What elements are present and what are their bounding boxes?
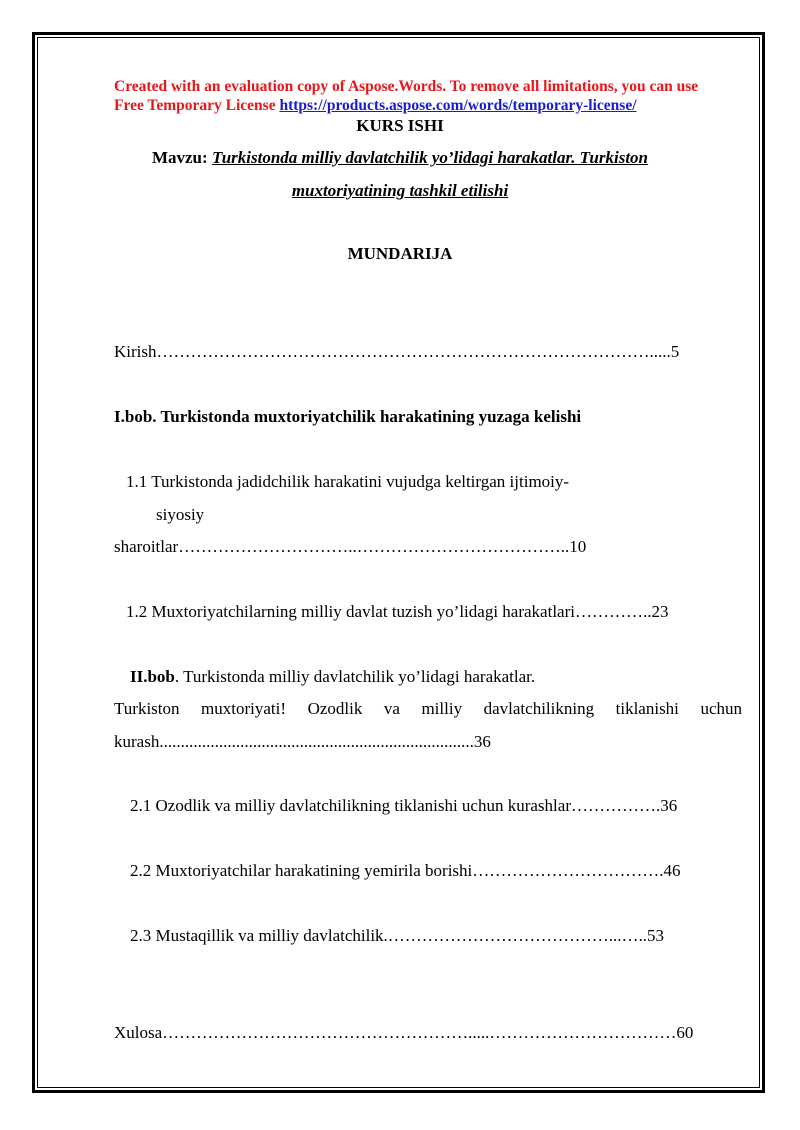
toc-entry-1-1-line-2: siyosiy [156,505,205,524]
toc-entry-2-1: 2.1 Ozodlik va milliy davlatchilikning tiklanishi uchun kurashlar…………….36 [130,796,678,815]
watermark-line-1: Created with an evaluation copy of Aspose.Words. To remove all limitations, you can use [114,78,699,95]
toc-entry-1-1-line-1: 1.1 Turkistonda jadidchilik harakatini vujudga keltirgan ijtimoiy- [126,472,570,491]
toc-title: MUNDARIJA [347,244,453,263]
topic-label: Mavzu: [151,148,212,167]
toc-chapter-2-label: II.bob [130,667,175,686]
document-kind: KURS ISHI [356,116,444,135]
watermark-license-text: Free Temporary License [114,97,280,114]
toc-entry-kirish: Kirish…………………………………………………………………………….....5 [114,342,680,361]
toc-chapter-2-line-2: Turkiston muxtoriyati! Ozodlik va milliy davlatchilikning tiklanishi uchun [114,699,742,718]
toc-entry-xulosa: Xulosa……………………………………………….....……………………………60 [114,1023,694,1042]
toc-entry-2-3: 2.3 Mustaqillik va milliy davlatchilik.…………………………………...…..53 [130,926,665,945]
topic-line-1 [0,148,800,168]
toc-chapter-1: I.bob. Turkistonda muxtoriyatchilik harakatining yuzaga kelishi [114,407,582,426]
toc-chapter-2-title: . Turkistonda milliy davlatchilik yo’lidagi harakatlar. [174,667,536,686]
toc-entry-2-2: 2.2 Muxtoriyatchilar harakatining yemirila borishi…………………………….46 [130,861,681,880]
topic-line-2 [0,181,800,201]
topic-title-part-2: muxtoriyatining tashkil etilishi [291,181,509,200]
watermark-line-2 [114,97,637,114]
topic-title-part-1: Turkistonda milliy davlatchilik yo’lidagi harakatlar. Turkiston [211,148,649,167]
toc-entry-1-1-line-3: sharoitlar…………………………..………………………………..10 [114,537,587,556]
toc-chapter-2-line-1 [130,667,535,687]
toc-entry-1-2: 1.2 Muxtoriyatchilarning milliy davlat tuzish yo’lidagi harakatlari…………..23 [126,602,669,621]
watermark-license-link[interactable]: https://products.aspose.com/words/temporary-license/ [279,97,637,114]
toc-chapter-2-line-3: kurash..........................................................................36 [114,732,491,751]
